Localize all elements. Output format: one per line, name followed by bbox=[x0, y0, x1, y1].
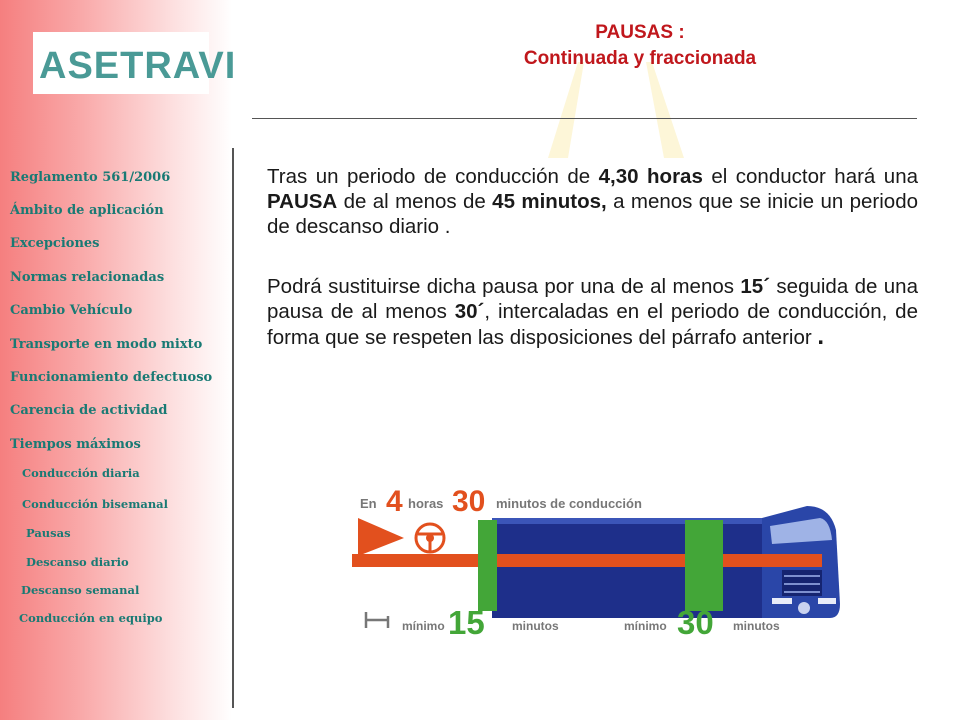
sidebar-item-carencia[interactable]: Carencia de actividad bbox=[10, 403, 168, 418]
asetravi-logo bbox=[33, 32, 237, 94]
pause-15-bar bbox=[478, 520, 497, 611]
title-underline bbox=[252, 118, 917, 119]
sidebar-subitem-descanso-diario[interactable]: Descanso diario bbox=[26, 555, 129, 569]
sidebar-subitem-descanso-semanal[interactable]: Descanso semanal bbox=[21, 583, 140, 597]
p1-text-4: a menos que se inicie un periodo de descanso diario . bbox=[267, 190, 919, 238]
sidebar-item-reglamento[interactable]: Reglamento 561/2006 bbox=[10, 170, 171, 185]
caption-minutes-text: minutos de conducción bbox=[496, 496, 642, 511]
caption-hours-word: horas bbox=[408, 496, 444, 511]
paragraph-2 bbox=[267, 274, 918, 350]
title-line-1: PAUSAS : bbox=[595, 22, 685, 43]
p2-bold-period: . bbox=[817, 323, 825, 350]
driving-bar bbox=[352, 554, 822, 567]
paragraph-1 bbox=[267, 164, 918, 239]
sidebar-item-cambio-vehiculo[interactable]: Cambio Vehículo bbox=[10, 303, 133, 318]
p1-bold-hours: 4,30 horas bbox=[598, 165, 703, 188]
caption-en: En bbox=[360, 496, 377, 511]
pause-diagram bbox=[352, 478, 845, 640]
sidebar-item-excepciones[interactable]: Excepciones bbox=[10, 236, 100, 251]
min-15-label: mínimo bbox=[402, 619, 445, 633]
min-30-number: 30 bbox=[677, 604, 714, 641]
sidebar-subitem-conduccion-bisemanal[interactable]: Conducción bisemanal bbox=[22, 497, 168, 511]
pause-30-bar bbox=[685, 520, 723, 611]
min-15-unit: minutos bbox=[512, 619, 559, 633]
vertical-divider bbox=[232, 148, 234, 708]
p2-text-3: , intercaladas en el periodo de conducción, de forma que se respeten las disposiciones del párrafo anterior bbox=[267, 300, 918, 349]
p1-bold-pausa: PAUSA bbox=[267, 190, 338, 213]
min-30-unit: minutos bbox=[733, 619, 780, 633]
p1-text-2: el conductor hará una bbox=[702, 165, 919, 188]
min-15-number: 15 bbox=[448, 604, 485, 641]
page-title bbox=[420, 20, 860, 72]
caption-minutes-number: 30 bbox=[452, 485, 486, 518]
sidebar-item-funcionamiento[interactable]: Funcionamiento defectuoso bbox=[10, 370, 213, 385]
logo-text: ASETRAVI bbox=[39, 45, 237, 87]
min-30-label: mínimo bbox=[624, 619, 667, 633]
p1-text-3: de al menos de bbox=[337, 190, 493, 213]
sidebar-subitem-pausas[interactable]: Pausas bbox=[26, 526, 71, 540]
title-line-2: Continuada y fraccionada bbox=[523, 48, 757, 69]
p1-bold-minutes: 45 minutos, bbox=[492, 190, 607, 213]
road-watermark bbox=[540, 62, 690, 162]
p1-text-1: Tras un periodo de conducción de bbox=[267, 165, 599, 188]
p2-text-2: seguida de una pausa de al menos bbox=[267, 275, 918, 323]
sidebar-subitem-conduccion-equipo[interactable]: Conducción en equipo bbox=[19, 611, 163, 625]
p2-bold-30: 30´ bbox=[454, 300, 485, 323]
p2-bold-15: 15´ bbox=[740, 275, 771, 298]
sidebar-subitem-conduccion-diaria[interactable]: Conducción diaria bbox=[22, 466, 140, 480]
sidebar-item-transporte-mixto[interactable]: Transporte en modo mixto bbox=[10, 337, 203, 352]
sidebar-item-tiempos-maximos[interactable]: Tiempos máximos bbox=[10, 437, 141, 452]
caption-hours-number: 4 bbox=[386, 485, 403, 518]
p2-text-1: Podrá sustituirse dicha pausa por una de al menos bbox=[267, 275, 741, 298]
sidebar-item-normas[interactable]: Normas relacionadas bbox=[10, 270, 165, 285]
sidebar-item-ambito[interactable]: Ámbito de aplicación bbox=[10, 203, 164, 218]
body-text bbox=[267, 164, 918, 350]
sidebar bbox=[0, 0, 237, 720]
